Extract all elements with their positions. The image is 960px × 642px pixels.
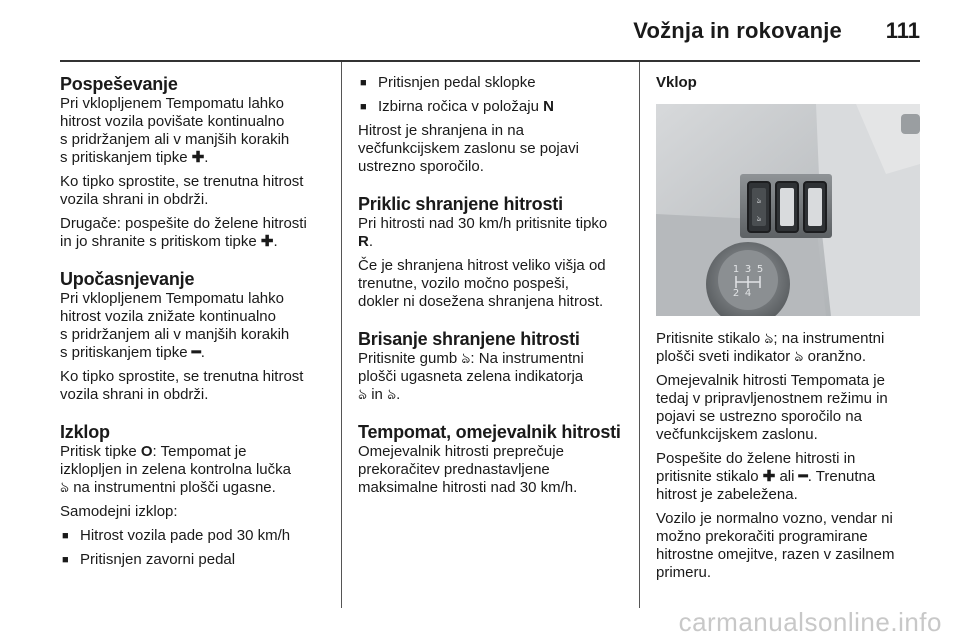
speed-limiter-icon: ঌ <box>794 348 804 365</box>
paragraph: Samodejni izklop: <box>60 503 178 520</box>
minus-icon: ━ <box>798 468 808 485</box>
paragraph: Ko tipko sprostite, se trenutna hitrost vozila shrani in obdrži. <box>60 173 304 208</box>
svg-text:1: 1 <box>732 264 740 275</box>
heading-priklic: Priklic shranjene hitrosti <box>358 194 563 214</box>
paragraph: Hitrost je shranjena in na večfunkcijskem zaslonu se pojavi ustrezno sporočilo. <box>358 122 579 175</box>
page-header <box>0 0 960 60</box>
cruise-control-icon: ঌ <box>461 350 471 367</box>
page-number: 111 <box>885 18 920 43</box>
paragraph: Pritisnite stikalo ঌ; na instrumentni plošči sveti indikator ঌ oranžno. <box>656 330 885 365</box>
paragraph: Ko tipko sprostite, se trenutna hitrost vozila shrani in obdrži. <box>60 368 304 403</box>
column-divider-2 <box>639 62 640 608</box>
paragraph: Drugače: pospešite do želene hitrosti in jo shranite s pritiskom tipke ✚. <box>60 215 307 250</box>
paragraph: Vozilo je normalno vozno, vendar ni možno prekoračiti programirane hitrostne omejitve, razen v zasilnem primeru. <box>656 510 895 581</box>
off-icon: O <box>140 443 153 460</box>
svg-text:ঌ: ঌ <box>756 196 762 205</box>
paragraph: Pritisk tipke O: Tempomat je izklopljen in zelena kontrolna lučka ঌ na instrumentni plošči ugasne. <box>60 443 291 496</box>
svg-text:2: 2 <box>732 288 740 299</box>
column-2 <box>358 74 632 503</box>
paragraph: Pri hitrosti nad 30 km/h pritisnite tipko R. <box>358 215 608 250</box>
list-item: ■ Pritisnjen pedal sklopke <box>360 74 536 91</box>
paragraph: Omejevalnik hitrosti Tempomata je tedaj v pripravljenostnem režimu in pojavi se ustrezno sporočilo na večfunkcijskem zaslonu. <box>656 372 888 443</box>
column-3 <box>656 74 924 92</box>
svg-text:4: 4 <box>744 288 752 299</box>
minus-icon: ━ <box>191 344 201 361</box>
plus-icon: ✚ <box>260 233 274 250</box>
paragraph: Pritisnite gumb ঌ: Na instrumentni plošči ugasneta zelena indikatorja ঌ in ঌ. <box>358 350 584 403</box>
column-1 <box>60 74 332 575</box>
heading-vklop: Vklop <box>656 74 697 91</box>
cruise-control-icon: ঌ <box>60 479 70 496</box>
svg-text:5: 5 <box>756 264 764 275</box>
plus-icon: ✚ <box>762 468 776 485</box>
section-title: Vožnja in rokovanje <box>633 18 842 43</box>
speed-limiter-icon: ঌ <box>764 330 774 347</box>
list-item: ■ Hitrost vozila pade pod 30 km/h <box>62 527 291 544</box>
dashboard-switch-photo <box>656 104 920 316</box>
heading-izklop: Izklop <box>60 422 110 442</box>
heading-brisanje: Brisanje shranjene hitrosti <box>358 329 580 349</box>
column-divider-1 <box>341 62 342 608</box>
paragraph: Omejevalnik hitrosti preprečuje prekoračitev prednastavljene maksimalne hitrosti nad 30 km/h. <box>358 443 578 496</box>
cruise-control-icon: ঌ <box>387 386 397 403</box>
list-item: ■ Pritisnjen zavorni pedal <box>62 551 236 568</box>
paragraph: Pri vklopljenem Tempomatu lahko hitrost vozila povišate kontinualno s pridržanjem ali v manjših korakih s pritiskanjem tipke ✚. <box>60 95 290 166</box>
svg-text:3: 3 <box>744 264 752 275</box>
paragraph: Pospešite do želene hitrosti in pritisnite stikalo ✚ ali ━. Trenutna hitrost je zabeležena. <box>656 450 876 503</box>
speed-limiter-icon: ঌ <box>358 386 368 403</box>
paragraph: Če je shranjena hitrost veliko višja od trenutne, vozilo močno pospeši, dokler ni dosežena shranjena hitrost. <box>358 257 606 310</box>
heading-pospesevanje: Pospeševanje <box>60 74 178 94</box>
column-3-text <box>656 330 924 588</box>
heading-tempomat-omejevalnik: Tempomat, omejevalnik hitrosti <box>358 422 621 442</box>
header-rule <box>60 60 920 62</box>
list-item: ■ Izbirna ročica v položaju N <box>360 98 554 115</box>
svg-text:ঌ: ঌ <box>756 214 762 223</box>
watermark: carmanualsonline.info <box>678 607 942 637</box>
plus-icon: ✚ <box>191 149 205 166</box>
switch-illustration <box>656 104 920 316</box>
paragraph: Pri vklopljenem Tempomatu lahko hitrost vozila znižate kontinualno s pridržanjem ali v manjših korakih s pritiskanjem tipke ━. <box>60 290 290 361</box>
heading-upocasnjevanje: Upočasnjevanje <box>60 269 195 289</box>
